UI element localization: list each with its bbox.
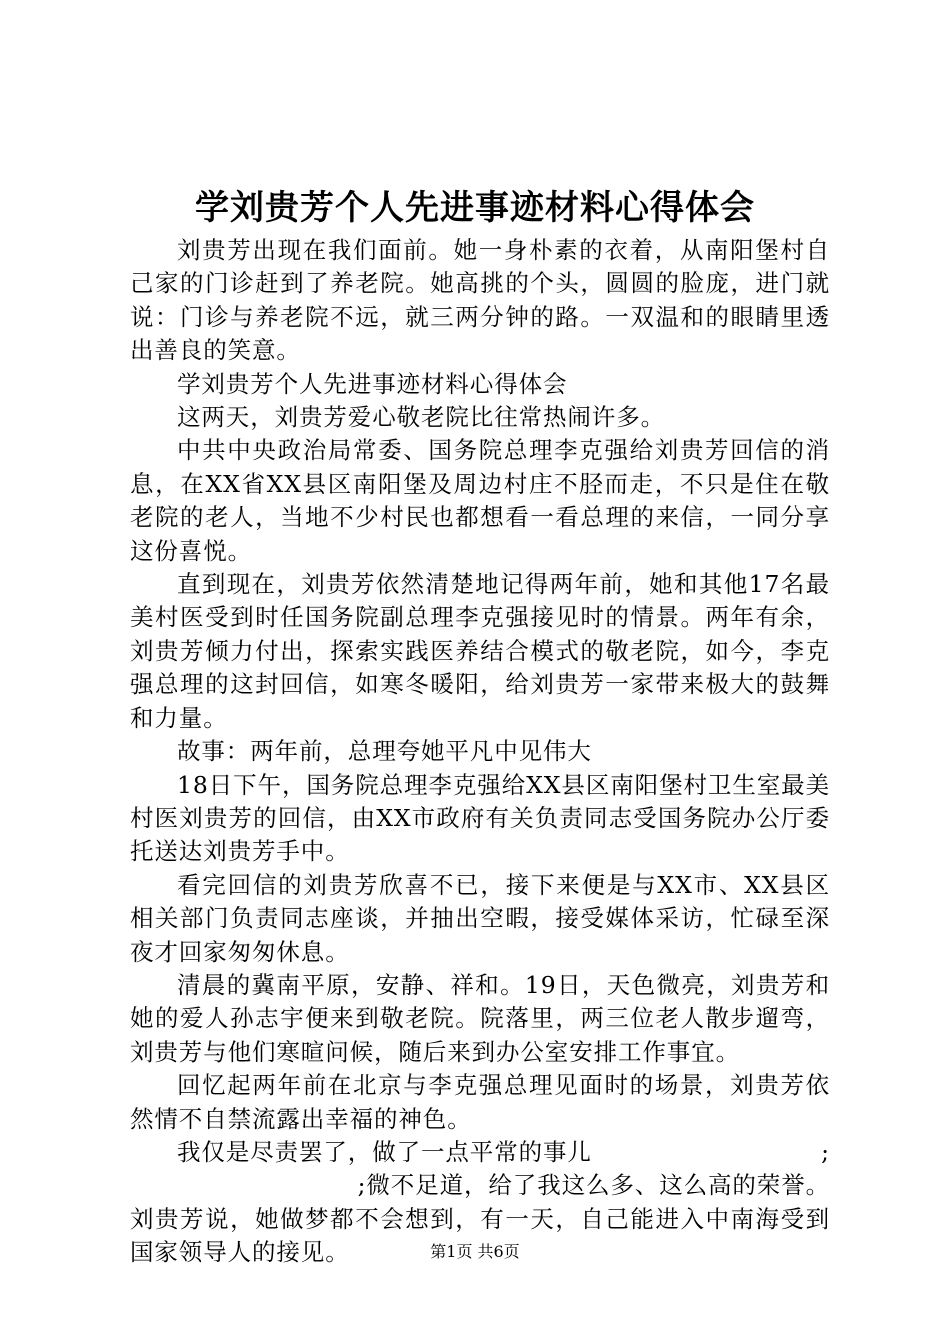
paragraph: 18日下午，国务院总理李克强给XX县区南阳堡村卫生室最美村医刘贵芳的回信，由XX市政府有关负责同志受国务院办公厅委托送达刘贵芳手中。: [130, 770, 830, 866]
quote-line: [130, 1136, 830, 1169]
document-body: [130, 234, 830, 1270]
paragraph: 看完回信的刘贵芳欣喜不已，接下来便是与XX市、XX县区相关部门负责同志座谈，并抽出空暇，接受媒体采访，忙碌至深夜才回家匆匆休息。: [130, 870, 830, 966]
paragraph: 中共中央政治局常委、国务院总理李克强给刘贵芳回信的消息，在XX省XX县区南阳堡及周边村庄不胫而走，不只是住在敬老院的老人，当地不少村民也都想看一看总理的来信，一同分享这份喜悦。: [130, 436, 830, 565]
quote-lead: 我仅是尽责罢了，做了一点平常的事儿: [177, 1137, 592, 1166]
paragraph: 学刘贵芳个人先进事迹材料心得体会: [177, 369, 568, 398]
paragraph: 直到现在，刘贵芳依然清楚地记得两年前，她和其他17名最美村医受到时任国务院副总理李克强接见时的情景。两年有余，刘贵芳倾力付出，探索实践医养结合模式的敬老院，如今，李克强总理的这封回信，如寒冬暖阳，给刘贵芳一家带来极大的鼓舞和力量。: [130, 570, 830, 732]
paragraph: 故事：两年前，总理夸她平凡中见伟大: [177, 737, 592, 766]
quote-mark: ;: [821, 1137, 830, 1166]
paragraph: 清晨的冀南平原，安静、祥和。19日，天色微亮，刘贵芳和她的爱人孙志宇便来到敬老院。院落里，两三位老人散步遛弯，刘贵芳与他们寒暄问候，随后来到办公室安排工作事宜。: [130, 970, 830, 1066]
paragraph: 刘贵芳说，她做梦都不会想到，有一天，自己能进入中南海受到国家领导人的接见。: [130, 1204, 830, 1267]
quote-continuation: ;微不足道，给了我这么多、这么高的荣誉。: [357, 1171, 830, 1200]
paragraph: 刘贵芳出现在我们面前。她一身朴素的衣着，从南阳堡村自己家的门诊赶到了养老院。她高挑的个头，圆圆的脸庞，进门就说：门诊与养老院不远，就三两分钟的路。一双温和的眼睛里透出善良的笑意。: [130, 236, 830, 365]
page-number: 第1页 共6页: [430, 1242, 520, 1261]
paragraph: 这两天，刘贵芳爱心敬老院比往常热闹许多。: [177, 403, 665, 432]
document-title: 学刘贵芳个人先进事迹材料心得体会: [195, 188, 755, 228]
paragraph: 回忆起两年前在北京与李克强总理见面时的场景，刘贵芳依然情不自禁流露出幸福的神色。: [130, 1071, 830, 1133]
